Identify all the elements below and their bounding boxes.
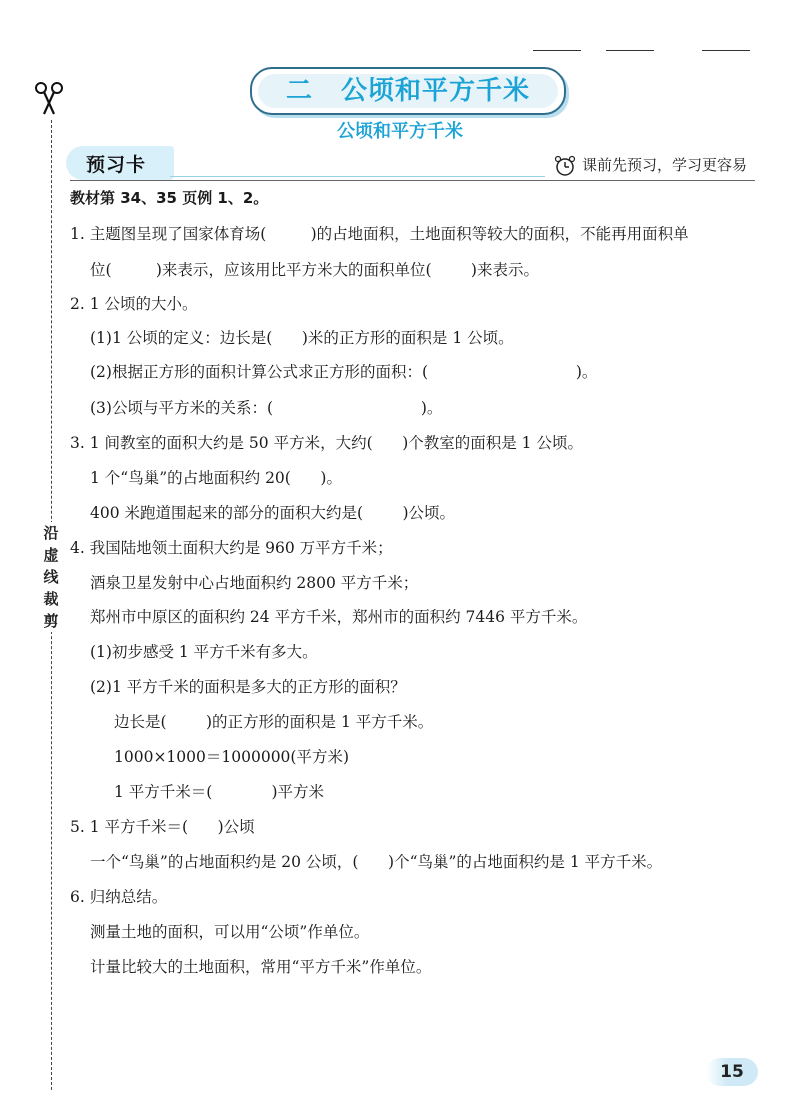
chapter-title-box [250,67,566,115]
q2-title: 2. 1 公顷的大小。 [70,295,198,313]
chapter-title-text: 公顷和平方千米 [341,76,531,106]
q3-line-1: 3. 1 间教室的面积大约是 50 平方米，大约( )个教室的面积是 1 公顷。 [70,434,583,452]
q4-conversion: 1 平方千米＝( )平方米 [114,783,325,801]
chapter-title [258,74,558,108]
cut-char: 剪 [43,612,59,630]
chapter-number: 二 [285,76,313,106]
textbook-reference: 教材第 34、35 页例 1、2。 [70,189,269,207]
q2-part-1: (1)1 公顷的定义：边长是( )米的正方形的面积是 1 公顷。 [90,329,514,347]
q3-line-2: 1 个“鸟巢”的占地面积约 20( )。 [90,469,342,487]
q4-line-3: 郑州市中原区的面积约 24 平方千米，郑州市的面积约 7446 平方千米。 [90,608,588,626]
q6-line-2: 计量比较大的土地面积，常用“平方千米”作单位。 [90,958,432,976]
preview-card-tab [66,146,174,180]
q3-line-3: 400 米跑道围起来的部分的面积大约是( )公顷。 [90,504,456,522]
card-divider [70,180,755,181]
cut-instruction [36,522,66,632]
cut-char: 沿 [43,524,59,542]
scissors-icon [32,80,66,120]
preview-card-label: 预习卡 [86,154,147,176]
q4-calculation: 1000×1000＝1000000(平方米) [114,748,350,766]
q6-title: 6. 归纳总结。 [70,888,168,906]
q4-line-2: 酒泉卫星发射中心占地面积约 2800 平方千米； [90,574,419,592]
q4-side-length: 边长是( )的正方形的面积是 1 平方千米。 [114,713,434,731]
q2-part-2: (2)根据正方形的面积计算公式求正方形的面积：( )。 [90,363,598,381]
slogan-text: 课前先预习，学习更容易 [582,156,748,174]
q1-line-1: 1. 主题图呈现了国家体育场( )的占地面积，土地面积等较大的面积，不能再用面积单 [70,225,689,243]
q1-line-2: 位( )来表示，应该用比平方米大的面积单位( )来表示。 [90,261,539,279]
top-line-2 [606,50,654,51]
page-number: 15 [706,1058,758,1086]
cut-char: 线 [43,568,59,586]
cut-char: 裁 [43,590,59,608]
alarm-clock-icon [552,155,578,177]
q2-part-3: (3)公顷与平方米的关系：( )。 [90,399,443,417]
card-slogan [552,154,747,177]
q4-part-1: (1)初步感受 1 平方千米有多大。 [90,643,318,661]
q5-line-1: 5. 1 平方千米＝( )公顷 [70,818,255,836]
cut-char: 虚 [43,546,59,564]
q6-line-1: 测量土地的面积，可以用“公顷”作单位。 [90,923,370,941]
q4-part-2: (2)1 平方千米的面积是多大的正方形的面积？ [90,678,406,696]
section-title: 公顷和平方千米 [337,121,463,142]
top-line-3 [702,50,750,51]
q4-line-1: 4. 我国陆地领土面积大约是 960 万平方千米； [70,539,393,557]
top-line-1 [533,50,581,51]
q5-line-2: 一个“鸟巢”的占地面积约是 20 公顷，( )个“鸟巢”的占地面积约是 1 平方千米。 [90,853,663,871]
card-accent-line [170,176,545,177]
